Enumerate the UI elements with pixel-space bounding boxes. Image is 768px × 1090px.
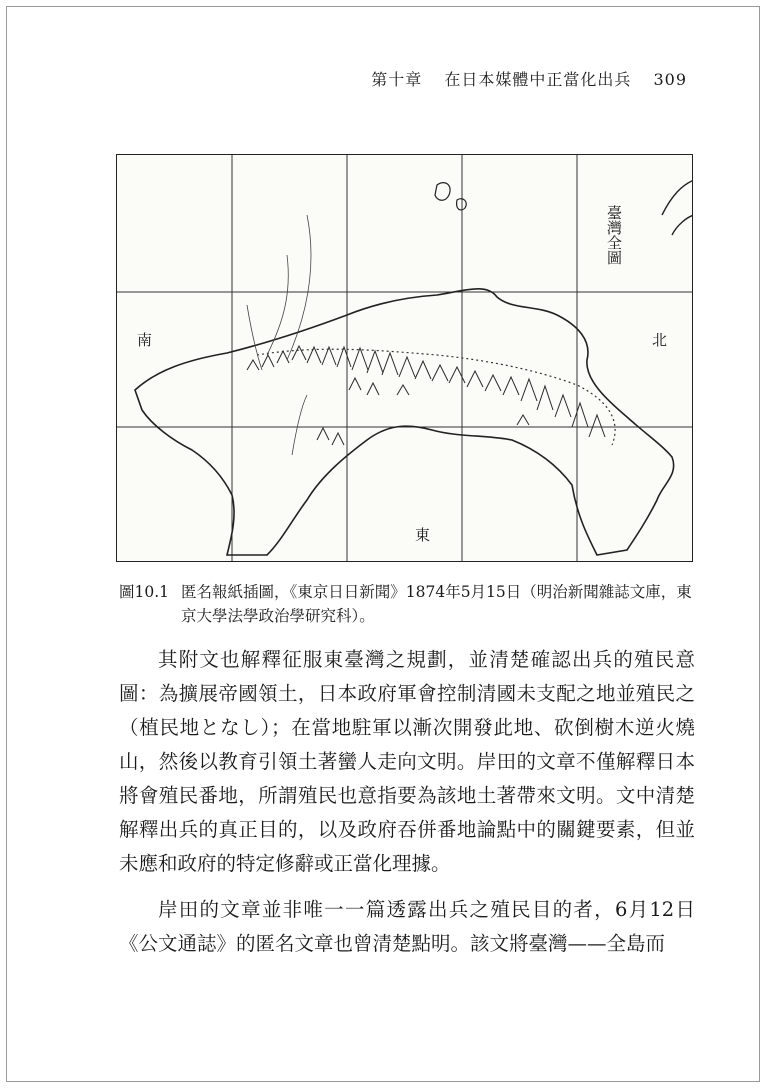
compass-north: 北 bbox=[652, 331, 668, 349]
north-coast-fragment bbox=[662, 180, 693, 235]
page-number: 309 bbox=[653, 70, 687, 89]
compass-east: 東 bbox=[415, 526, 431, 544]
book-page bbox=[6, 6, 760, 1082]
figure-caption bbox=[119, 580, 695, 628]
map-title: 臺灣全圖 bbox=[605, 205, 623, 265]
paragraph: 岸田的文章並非唯一一篇透露出兵之殖民目的者，6月12日《公文通誌》的匿名文章也曾清楚點明。該文將臺灣——全島而 bbox=[119, 898, 695, 955]
mountain-range bbox=[247, 346, 605, 445]
chapter-label: 第十章 bbox=[371, 70, 423, 89]
figure-number: 圖10.1 bbox=[119, 583, 170, 601]
chapter-title: 在日本媒體中正當化出兵 bbox=[444, 70, 632, 89]
annotation-leaders bbox=[247, 215, 311, 455]
running-head bbox=[371, 67, 687, 90]
body-text bbox=[119, 643, 695, 973]
island-coastline bbox=[135, 289, 674, 555]
taiwan-map-drawing bbox=[117, 155, 693, 562]
compass-south: 南 bbox=[137, 331, 153, 349]
map-title-group bbox=[605, 204, 623, 265]
map-illustration bbox=[116, 154, 693, 562]
paragraph: 其附文也解釋征服東臺灣之規劃，並清楚確認出兵的殖民意圖：為擴展帝國領土，日本政府軍會控制清國未支配之地並殖民之（植民地となし）；在當地駐軍以漸次開發此地、砍倒樹木逆火燒山，然後以教育引領土著蠻人走向文明。岸田的文章不僅解釋日本將會殖民番地，所謂殖民也意指要為該地土著帶來文明。文中清楚解釋出兵的真正目的，以及政府吞併番地論點中的關鍵要素，但並未應和政府的特定修辭或正當化理據。 bbox=[119, 648, 695, 875]
caption-text: 匿名報紙插圖，《東京日日新聞》1874年5月15日（明治新聞雜誌文庫，東京大學法學政治學研究科）。 bbox=[181, 583, 692, 625]
